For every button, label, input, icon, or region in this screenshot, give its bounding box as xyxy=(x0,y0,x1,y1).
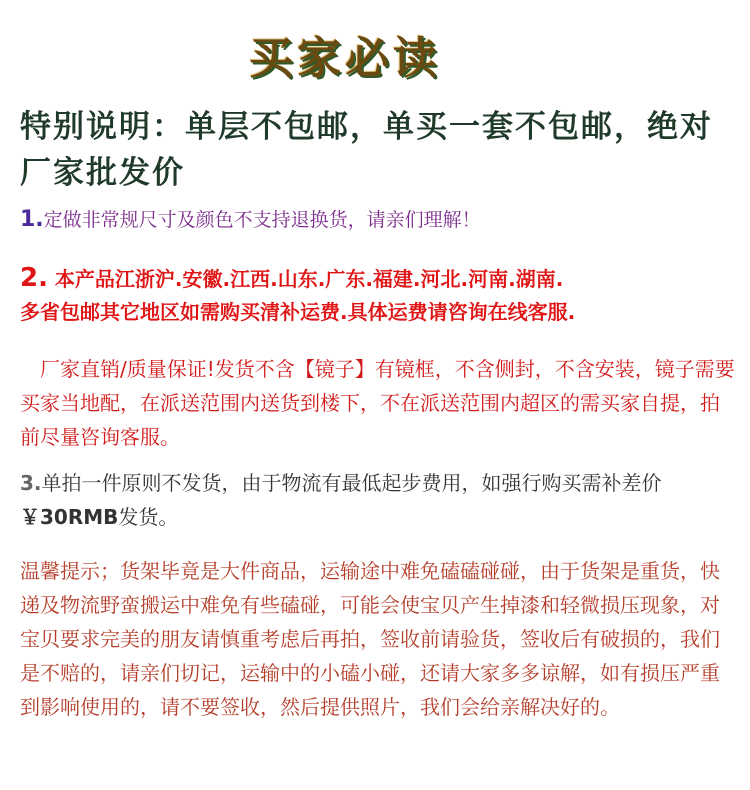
item-2-number: 2. xyxy=(20,263,48,293)
item-3-text-a: 单拍一件原则不发货，由于物流有最低起步费用，如强行购买需补差价 xyxy=(41,471,662,495)
item-3-price: ￥30RMB xyxy=(20,505,119,529)
item-1-text: 定做非常规尺寸及颜色不支持退换货，请亲们理解！ xyxy=(43,209,481,231)
item-3-number: 3. xyxy=(20,471,42,495)
item-2-line-1 xyxy=(20,262,740,296)
item-2-line-1-text: 本产品江浙沪.安徽.江西.山东.广东.福建.河北.河南.湖南. xyxy=(47,267,564,291)
item-2 xyxy=(20,262,740,329)
item-1-number: 1. xyxy=(20,207,44,232)
page-title: 买家必读 xyxy=(249,33,441,84)
item-1 xyxy=(20,204,740,236)
special-notice: 特别说明：单层不包邮，单买一套不包邮，绝对厂家批发价 xyxy=(20,109,713,191)
item-3-text-b: 发货。 xyxy=(118,505,179,529)
item-3 xyxy=(20,466,736,534)
item-2-detail: 厂家直销/质量保证!发货不含【镜子】有镜框，不含侧封，不含安装，镜子需要买家当地配，在派送范围内送货到楼下，不在派送范围内超区的需买家自提，拍前尽量咨询客服。 xyxy=(20,357,735,449)
warm-tip: 温馨提示；货架毕竟是大件商品，运输途中难免磕磕碰碰，由于货架是重货，快递及物流野蛮搬运中难免有些磕碰，可能会使宝贝产生掉漆和轻微损压现象，对宝贝要求完美的朋友请慎重考虑后再拍，签收前请验货，签收后有破损的，我们是不赔的，请亲们切记，运输中的小磕小碰，还请大家多多谅解，如有损压严重到影响使用的，请不要签收，然后提供照片，我们会给亲解决好的。 xyxy=(20,559,720,719)
item-2-line-2: 多省包邮其它地区如需购买清补运费.具体运费请咨询在线客服. xyxy=(20,300,576,324)
